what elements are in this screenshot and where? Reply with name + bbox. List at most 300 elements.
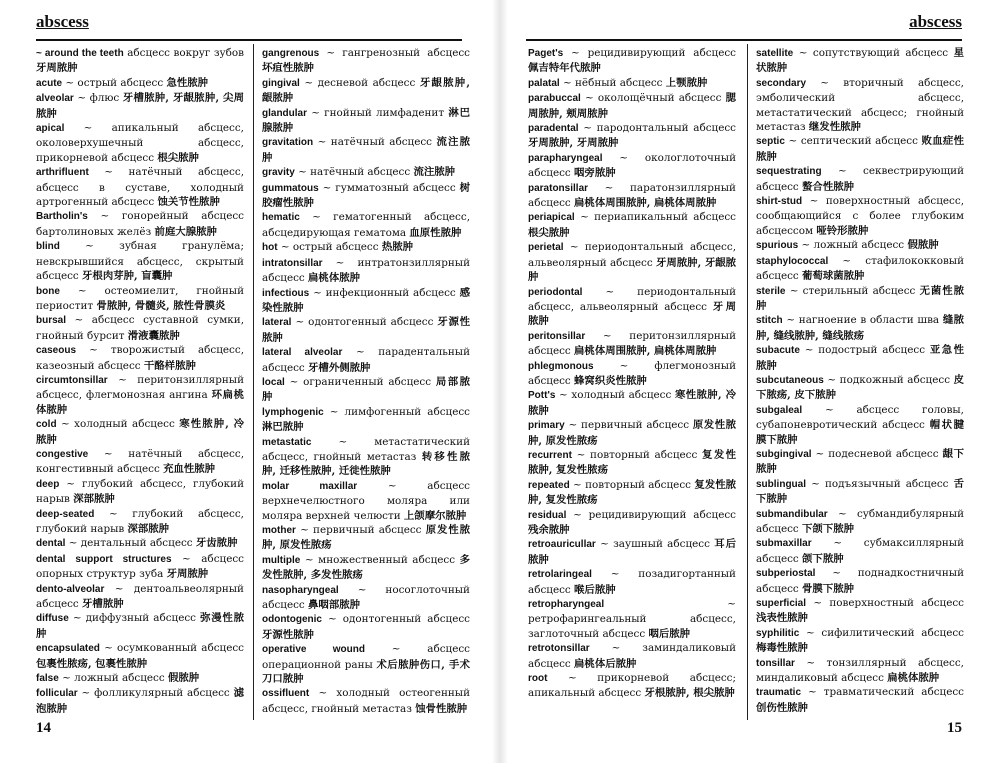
entry-russian: ~ множественный абсцесс [300, 553, 460, 566]
dictionary-entry [756, 477, 964, 507]
entry-russian: ~ остеомиелит, гнойный периостит [36, 284, 244, 312]
right-column-1 [528, 46, 736, 701]
entry-russian: ~ ретрофарингеальный абсцесс, заглоточный абсцесс [528, 598, 736, 640]
entry-term: periodontal [528, 286, 583, 298]
entry-chinese: 寒性脓肿, 冷脓肿 [528, 389, 737, 417]
entry-russian: ~ подкожный абсцесс [823, 373, 954, 386]
entry-russian: ~ инфекционный абсцесс [309, 286, 460, 299]
entry-russian: ~ метастатический абсцесс, гнойный метастаз [262, 435, 470, 463]
dictionary-entry [756, 656, 964, 686]
entry-term: hematic [262, 212, 300, 224]
entry-chinese: 感染性脓肿 [262, 286, 470, 314]
entry-russian: ~ первичный абсцесс [564, 419, 693, 432]
entry-term: caseous [36, 345, 77, 357]
entry-chinese: 梅毒性脓肿 [756, 642, 808, 655]
entry-term: operative wound [262, 644, 365, 656]
entry-chinese: 局部脓肿 [262, 375, 470, 404]
dictionary-entry [756, 134, 964, 164]
entry-chinese: 葡萄球菌脓肿 [802, 270, 865, 283]
dictionary-entry [36, 165, 244, 209]
entry-chinese: 环扁桃体脓肿 [36, 389, 245, 416]
entry-term: lymphogenic [262, 406, 324, 418]
dictionary-entry [528, 46, 736, 76]
entry-chinese: 耳后脓肿 [528, 538, 736, 566]
entry-chinese: 弥漫性脓肿 [36, 612, 244, 640]
entry-russian: ~ стафилококковый абсцесс [756, 254, 964, 283]
entry-chinese: 复发性脓肿, 复发性脓疡 [528, 478, 737, 507]
entry-russian: ~ пародонтальный абсцесс [578, 122, 736, 135]
dictionary-entry [756, 343, 964, 373]
entry-chinese: 败血症性脓肿 [756, 135, 964, 163]
entry-chinese: 龈下脓肿 [756, 447, 965, 476]
entry-chinese: 淋巴腺脓肿 [262, 106, 470, 135]
entry-chinese: 星状脓肿 [756, 47, 964, 75]
entry-term: gravitation [262, 137, 314, 149]
dictionary-entry [262, 106, 470, 136]
entry-russian: ~ интратонзиллярный абсцесс [262, 256, 470, 285]
entry-russian: ~ глубокий абсцесс, глубокий нарыв [36, 507, 244, 535]
entry-russian: ~ повторный абсцесс [571, 448, 703, 461]
dictionary-entry [262, 553, 470, 583]
entry-russian: ~ абсцесс суставной сумки, гнойный бурсит [36, 314, 244, 342]
entry-chinese: 原发性脓肿, 原发性脓疡 [262, 524, 470, 552]
entry-chinese: 包裹性脓疡, 包裹性脓肿 [36, 657, 148, 670]
entry-term: gummatous [262, 182, 319, 194]
entry-russian: ~ септический абсцесс [784, 135, 922, 148]
dictionary-entry [262, 210, 470, 240]
entry-chinese: 根尖脓肿 [528, 226, 570, 239]
dictionary-entry [262, 583, 470, 613]
dictionary-entry [756, 238, 964, 253]
entry-russian: ~ лимфогенный абсцесс [323, 405, 470, 418]
entry-term: nasopharyngeal [262, 584, 339, 596]
dictionary-entry [262, 135, 470, 165]
entry-term: palatal [528, 77, 560, 89]
dictionary-entry [36, 671, 244, 686]
dictionary-entry [528, 671, 736, 701]
entry-russian: ~ первичный абсцесс [295, 524, 426, 536]
entry-chinese: 残余脓肿 [528, 524, 570, 536]
entry-russian: ~ перитонзиллярный абсцесс [528, 329, 736, 358]
dictionary-entry [36, 313, 244, 343]
dictionary-entry [528, 508, 736, 538]
entry-russian: ~ диффузный абсцесс [68, 612, 201, 625]
entry-russian: ~ перитонзиллярный абсцесс, флегмонозная ангина [36, 373, 244, 402]
entry-russian: ~ дентоальвеолярный абсцесс [36, 582, 244, 611]
entry-russian: ~ околощёчный абсцесс [580, 92, 726, 105]
entry-term: encapsulated [36, 643, 100, 655]
entry-russian: ~ поднадкостничный абсцесс [756, 567, 964, 595]
entry-term: subperiostal [756, 568, 816, 580]
dictionary-entry [36, 582, 244, 612]
entry-chinese: 咽旁脓肿 [574, 167, 616, 180]
dictionary-entry [756, 194, 964, 238]
dictionary-entry [528, 329, 736, 359]
entry-term: bone [36, 285, 60, 297]
entry-term: sublingual [756, 478, 806, 490]
dictionary-entry [262, 165, 470, 180]
entry-chinese: 佩吉特年代脓肿 [528, 62, 601, 75]
entry-term: dento-alveolar [36, 583, 105, 595]
entry-russian: ~ гумматозный абсцесс [318, 181, 460, 194]
entry-chinese: 喉后脓肿 [574, 583, 616, 596]
entry-term: recurrent [528, 449, 572, 461]
entry-term: parapharyngeal [528, 152, 603, 164]
entry-term: sterile [756, 285, 786, 297]
entry-chinese: 滤泡脓肿 [36, 687, 244, 715]
dictionary-entry [262, 375, 470, 405]
entry-term: congestive [36, 448, 89, 460]
entry-russian: ~ паратонзиллярный абсцесс [528, 181, 736, 210]
dictionary-entry [262, 76, 470, 106]
entry-term: Bartholin's [36, 211, 88, 223]
dictionary-entry [756, 46, 964, 76]
dictionary-entry [262, 46, 470, 76]
dictionary-entry [528, 388, 736, 418]
entry-term: septic [756, 136, 785, 148]
header-rule [36, 39, 462, 41]
entry-term: root [528, 673, 548, 685]
entry-chinese: 扁桃体脓肿 [887, 672, 940, 685]
entry-term: subgaleal [756, 404, 803, 416]
entry-chinese: 流注脓肿 [262, 136, 470, 164]
entry-chinese: 扁桃体周围脓肿, 扁桃体周脓肿 [574, 197, 717, 210]
entry-russian: ~ ограниченный абсцесс [284, 375, 436, 388]
dictionary-entry [262, 479, 470, 523]
entry-russian: ~ тонзиллярный абсцесс, миндаликовый абсцесс [756, 656, 964, 685]
dictionary-entry [528, 478, 736, 508]
dictionary-entry [756, 685, 964, 715]
entry-russian: ~ натёчный абсцесс, конгестивный абсцесс [36, 447, 244, 476]
dictionary-entry [36, 641, 244, 671]
entry-chinese: 树胶瘤性脓肿 [262, 181, 470, 210]
entry-term: submandibular [756, 508, 828, 520]
entry-chinese: 扁桃体脓肿 [308, 272, 360, 285]
entry-chinese: 多发性脓肿, 多发性脓疡 [262, 553, 470, 582]
dictionary-entry [262, 686, 470, 716]
entry-term: primary [528, 420, 565, 432]
entry-term: superficial [756, 598, 807, 610]
entry-term: odontogenic [262, 614, 322, 626]
dictionary-entry [756, 403, 964, 447]
entry-russian: ~ творожистый абсцесс, казеозный абсцесс [36, 344, 244, 372]
dictionary-entry [528, 285, 736, 329]
entry-term: paratonsillar [528, 182, 589, 194]
dictionary-entry [262, 315, 470, 345]
entry-russian: ~ сифилитический абсцесс [799, 626, 964, 639]
entry-russian: абсцесс вокруг зубов [123, 47, 244, 59]
entry-term: perietal [528, 242, 564, 254]
entry-chinese: 干酪样脓肿 [143, 359, 196, 372]
entry-chinese: 假脓肿 [168, 672, 200, 685]
entry-term: spurious [756, 240, 799, 252]
entry-chinese: 牙源性脓肿 [262, 316, 470, 344]
entry-term: Paget's [528, 48, 564, 59]
entry-russian: ~ стерильный абсцесс [785, 284, 920, 297]
entry-term: retrotonsillar [528, 643, 590, 655]
dictionary-entry [528, 567, 736, 597]
entry-russian: ~ парадентальный абсцесс [262, 346, 470, 374]
entry-term: retroauricullar [528, 539, 596, 551]
entry-chinese: 流注脓肿 [413, 166, 456, 179]
entry-term: diffuse [36, 613, 69, 625]
entry-russian: ~ субмандибулярный абсцесс [756, 507, 964, 535]
entry-chinese: 蜂窝织炎性脓肿 [574, 374, 647, 387]
dictionary-entry [528, 240, 736, 284]
entry-term: ossifluent [262, 688, 310, 700]
entry-chinese: 牙齿脓肿 [195, 537, 238, 550]
dictionary-entry [756, 536, 964, 566]
entry-term: satellite [756, 48, 794, 59]
entry-chinese: 寒性脓肿, 冷脓肿 [36, 418, 244, 446]
dictionary-entry [262, 181, 470, 211]
entry-term: residual [528, 509, 567, 521]
entry-term: subgingival [756, 448, 812, 460]
dictionary-entry [262, 405, 470, 435]
entry-russian: ~ гонорейный абсцесс бартолиновых желёз [36, 210, 244, 238]
entry-term: paradental [528, 123, 579, 135]
entry-chinese: 蚀骨性脓肿 [415, 702, 468, 715]
entry-chinese: 上颚脓肿 [665, 76, 708, 89]
entry-russian: ~ дентальный абсцесс [65, 537, 196, 550]
right-page [500, 0, 1000, 763]
dictionary-entry [36, 536, 244, 551]
entry-russian: ~ подострый абсцесс [799, 344, 930, 357]
entry-chinese: 热脓肿 [381, 241, 414, 254]
dictionary-entry [756, 596, 964, 626]
entry-chinese: 术后脓肿伤口, 手术刀口脓肿 [262, 658, 471, 686]
dictionary-entry [528, 181, 736, 211]
entry-russian: ~ периодонтальный абсцесс, альвеолярный абсцесс [528, 285, 736, 313]
dictionary-entry [262, 435, 470, 479]
entry-russian: ~ абсцесс головы, субапоневротический абсцесс [756, 403, 964, 432]
entry-term: acute [36, 77, 63, 89]
entry-russian: ~ периодонтальный абсцесс, альвеолярный абсцесс [528, 241, 736, 269]
entry-russian: ~ поверхностный абсцесс, сообщающийся с более глубоким абсцессом [756, 195, 964, 237]
dictionary-entry [36, 373, 244, 417]
entry-chinese: 牙槽外侧脓肿 [308, 361, 371, 374]
entry-russian: ~ натёчный абсцесс, абсцесс в суставе, холодный артрогенный абсцесс [36, 166, 244, 209]
entry-term: local [262, 376, 285, 388]
entry-term: tonsillar [756, 657, 795, 669]
entry-russian: ~ десневой абсцесс [299, 76, 420, 89]
dictionary-entry [36, 239, 244, 283]
dictionary-entry [262, 642, 470, 686]
entry-term: dental [36, 538, 66, 550]
entry-russian: ~ зубная гранулёма; невскрывшийся абсцесс, скрытый абсцесс [36, 240, 244, 283]
entry-russian: ~ натёчный абсцесс [313, 136, 437, 149]
entry-term: mother [262, 525, 296, 536]
entry-russian: ~ абсцесс операционной раны [262, 643, 470, 671]
entry-chinese: 坏疽性脓肿 [262, 62, 314, 75]
entry-russian: ~ осумкованный абсцесс [99, 642, 244, 655]
page-number: 14 [36, 720, 51, 736]
entry-chinese: 原发性脓肿, 原发性脓疡 [528, 419, 736, 447]
entry-term: multiple [262, 554, 301, 566]
dictionary-entry [36, 686, 244, 716]
entry-russian: ~ повторный абсцесс [569, 478, 695, 491]
dictionary-entry [262, 240, 470, 255]
entry-term: periapical [528, 212, 575, 224]
entry-chinese: 哑铃形脓肿 [816, 224, 869, 237]
entry-term: apical [36, 123, 65, 135]
dictionary-entry [36, 121, 244, 165]
entry-russian: ~ травматический абсцесс [801, 686, 964, 699]
entry-chinese: 创伤性脓肿 [756, 701, 808, 714]
entry-russian: ~ гангренозный абсцесс [319, 47, 470, 59]
entry-russian: ~ ложный абсцесс [58, 672, 168, 685]
entry-chinese: 深部脓肿 [73, 493, 115, 506]
dictionary-entry [36, 343, 244, 373]
entry-russian: ~ глубокий абсцесс, глубокий нарыв [36, 477, 244, 506]
entry-chinese: 牙根肉芽肿, 盲囊肿 [82, 270, 173, 283]
entry-term: dental support structures [36, 553, 172, 565]
dictionary-entry [36, 209, 244, 239]
entry-chinese: 舌下脓肿 [756, 477, 964, 506]
entry-term: lateral [262, 317, 292, 329]
dictionary-entry [756, 566, 964, 596]
entry-chinese: 淋巴脓肿 [262, 421, 304, 434]
entry-term: staphylococcal [756, 255, 829, 267]
entry-term: hot [262, 242, 278, 254]
entry-chinese: 转移性脓肿, 迁移性脓肿, 迁徙性脓肿 [262, 450, 470, 478]
entry-chinese: 帽状腱膜下脓肿 [756, 419, 964, 446]
entry-chinese: 扁桃体周围脓肿, 扁桃体周脓肿 [574, 345, 717, 358]
entry-chinese: 深部脓肿 [127, 523, 170, 535]
dictionary-entry [262, 286, 470, 316]
entry-russian: ~ заушный абсцесс [595, 538, 715, 551]
dictionary-entry [36, 447, 244, 477]
dictionary-entry [756, 507, 964, 537]
entry-chinese: 前庭大腺脓肿 [154, 225, 217, 238]
dictionary-entry [756, 447, 964, 477]
entry-term: shirt-stud [756, 196, 803, 208]
entry-russian: ~ одонтогенный абсцесс [291, 316, 438, 329]
entry-russian: ~ подъязычный абсцесс [806, 477, 954, 490]
entry-term: sequestrating [756, 166, 822, 178]
entry-russian: ~ позадигортанный абсцесс [528, 568, 736, 596]
dictionary-entry [262, 256, 470, 286]
left-column-2 [262, 46, 470, 716]
entry-chinese: 牙根脓肿, 根尖脓肿 [644, 687, 735, 700]
entry-russian: ~ подесневой абсцесс [811, 447, 943, 460]
entry-chinese: 牙周脓肿 [528, 300, 737, 328]
entry-russian: ~ острый абсцесс [62, 76, 167, 89]
entry-russian: ~ натёчный абсцесс [294, 166, 414, 179]
entry-russian: ~ флегмонозный абсцесс [528, 359, 736, 387]
entry-chinese: 上颌摩尔脓肿 [403, 509, 467, 522]
entry-term: false [36, 673, 59, 685]
entry-term: ~ around the teeth [36, 48, 124, 59]
entry-russian: ~ одонтогенный абсцесс [322, 613, 470, 626]
entry-chinese: 亚急性脓肿 [756, 344, 964, 372]
entry-russian: ~ холодный абсцесс [56, 418, 180, 431]
dictionary-entry [36, 91, 244, 121]
entry-term: lateral alveolar [262, 347, 343, 359]
entry-term: peritonsillar [528, 330, 586, 342]
entry-chinese: 滑液囊脓肿 [127, 329, 180, 342]
entry-term: syphilitic [756, 627, 800, 639]
entry-chinese: 骨膜下脓肿 [802, 582, 854, 595]
dictionary-entry [756, 373, 964, 403]
entry-russian: ~ холодный абсцесс [555, 389, 675, 402]
entry-chinese: 继发性脓肿 [808, 121, 861, 134]
entry-chinese: 牙周脓肿, 牙周脓肿 [528, 137, 619, 150]
dictionary-entry [528, 91, 736, 121]
entry-chinese: 牙周脓肿 [166, 568, 209, 581]
entry-term: deep [36, 478, 60, 490]
dictionary-entry [528, 448, 736, 478]
entry-chinese: 急性脓肿 [166, 76, 209, 89]
entry-term: infectious [262, 287, 310, 299]
dictionary-entry [36, 76, 244, 91]
entry-russian: ~ вторичный абсцесс, эмболический абсцесс, метастатический абсцесс; гнойный метастаз [756, 76, 964, 134]
entry-russian: ~ ложный абсцесс [798, 239, 908, 252]
entry-chinese: 咽后脓肿 [648, 627, 691, 640]
entry-chinese: 缝脓肿, 缝线脓肿, 缝线脓疡 [756, 314, 965, 342]
entry-term: cold [36, 419, 57, 431]
dictionary-entry [36, 284, 244, 314]
dictionary-entry [756, 284, 964, 314]
entry-russian: ~ рецидивирующий абсцесс [566, 508, 736, 521]
entry-russian: ~ гнойный лимфаденит [307, 106, 449, 119]
entry-chinese: 皮下脓疡, 皮下脓肿 [756, 373, 964, 402]
entry-chinese: 牙龈脓肿, 龈脓肿 [262, 76, 470, 105]
dictionary-entry [36, 46, 244, 76]
entry-chinese: 牙槽脓肿, 牙龈脓肿, 尖周脓肿 [36, 92, 244, 120]
entry-term: repeated [528, 479, 570, 491]
entry-russian: ~ флюс [73, 92, 123, 105]
entry-term: intratonsillar [262, 257, 323, 269]
dictionary-entry [528, 76, 736, 91]
dictionary-entry [528, 418, 736, 448]
entry-chinese: 根尖脓肿 [157, 151, 199, 164]
entry-term: circumtonsillar [36, 374, 108, 386]
entry-russian: ~ острый абсцесс [277, 241, 382, 254]
entry-term: blind [36, 241, 60, 253]
dictionary-entry [528, 151, 736, 181]
dictionary-entry [262, 612, 470, 642]
entry-russian: ~ носоглоточный абсцесс [262, 583, 470, 612]
entry-chinese: 扁桃体后脓肿 [574, 657, 637, 670]
entry-chinese: 颌下脓肿 [802, 552, 844, 565]
entry-term: secondary [756, 77, 807, 89]
entry-russian: ~ абсцесс опорных структур зуба [36, 552, 244, 581]
entry-term: subacute [756, 345, 800, 357]
entry-russian: ~ периапикальный абсцесс [574, 211, 736, 224]
entry-term: Pott's [528, 390, 556, 402]
entry-term: traumatic [756, 687, 802, 699]
dictionary-entry [36, 611, 244, 641]
entry-russian: ~ нагноение в области шва [782, 314, 943, 327]
dictionary-entry [36, 507, 244, 537]
dictionary-entry [528, 537, 736, 567]
entry-chinese: 牙槽脓肿 [82, 598, 124, 611]
running-head: abscess [36, 12, 89, 31]
entry-russian: ~ апикальный абсцесс, околоверхушечный абсцесс, прикорневой абсцесс [36, 122, 244, 164]
entry-russian: ~ абсцесс верхнечелюстного моляра или моляра верхней челюсти [262, 479, 470, 522]
entry-chinese: 螯合性脓肿 [802, 180, 854, 193]
page-number: 15 [947, 720, 962, 736]
entry-russian: ~ сопутствующий абсцесс [793, 47, 954, 59]
dictionary-entry [262, 345, 470, 375]
dictionary-entry [528, 210, 736, 240]
right-column-2 [756, 46, 964, 715]
entry-term: arthrifluent [36, 167, 89, 179]
entry-term: submaxillar [756, 538, 812, 550]
dictionary-entry [528, 641, 736, 671]
entry-chinese: 下颌下脓肿 [802, 523, 854, 535]
